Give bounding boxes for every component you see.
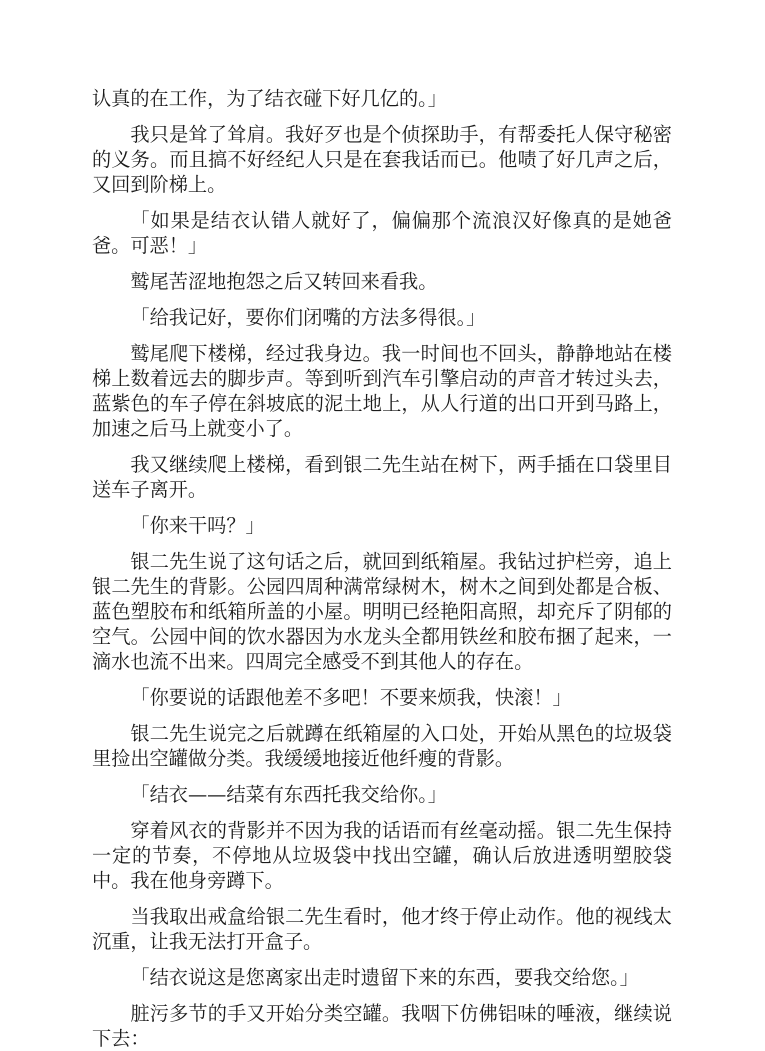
paragraph-4: 鹫尾苦涩地抱怨之后又转回来看我。 bbox=[130, 270, 438, 293]
document-page bbox=[92, 86, 672, 1051]
paragraph-2: 我只是耸了耸肩。我好歹也是个侦探助手，有帮委托人保守秘密的义务。而且搞不好经纪人只是在套我话而已。他啧了好几声之后，又回到阶梯上。 bbox=[92, 123, 672, 196]
paragraph-8: 「你来干吗？」 bbox=[130, 514, 265, 537]
paragraph-10: 「你要说的话跟他差不多吧！不要来烦我，快滚！」 bbox=[130, 686, 572, 709]
paragraph-9: 银二先生说了这句话之后，就回到纸箱屋。我钻过护栏旁，追上银二先生的背影。公园四周种满常绿树木，树木之间到处都是合板、蓝色塑胶布和纸箱所盖的小屋。明明已经艳阳高照，却充斥了阴郁的空气。公园中间的饮水器因为水龙头全都用铁丝和胶布捆了起来，一滴水也流不出来。四周完全感受不到其他人的存在。 bbox=[92, 550, 672, 673]
paragraph-15: 「结衣说这是您离家出走时遗留下来的东西，要我交给您。」 bbox=[130, 966, 639, 989]
paragraph-11: 银二先生说完之后就蹲在纸箱屋的入口处，开始从黑色的垃圾袋里捡出空罐做分类。我缓缓地接近他纤瘦的背影。 bbox=[92, 722, 672, 770]
paragraph-3: 「如果是结衣认错人就好了，偏偏那个流浪汉好像真的是她爸爸。可恶！」 bbox=[92, 209, 672, 257]
paragraph-14: 当我取出戒盒给银二先生看时，他才终于停止动作。他的视线太沉重，让我无法打开盒子。 bbox=[92, 905, 672, 953]
paragraph-1: 认真的在工作，为了结衣碰下好几亿的。」 bbox=[92, 87, 447, 110]
paragraph-5: 「给我记好，要你们闭嘴的方法多得很。」 bbox=[130, 306, 486, 329]
paragraph-6: 鹫尾爬下楼梯，经过我身边。我一时间也不回头，静静地站在楼梯上数着远去的脚步声。等到听到汽车引擎启动的声音才转过头去，蓝紫色的车子停在斜坡底的泥土地上，从人行道的出口开到马路上，加速之后马上就变小了。 bbox=[92, 342, 672, 440]
paragraph-16: 脏污多节的手又开始分类空罐。我咽下仿佛铝味的唾液，继续说下去： bbox=[92, 1002, 672, 1050]
paragraph-7: 我又继续爬上楼梯，看到银二先生站在树下，两手插在口袋里目送车子离开。 bbox=[92, 453, 672, 501]
paragraph-12: 「结衣——结菜有东西托我交给你。」 bbox=[130, 783, 447, 806]
paragraph-13: 穿着风衣的背影并不因为我的话语而有丝毫动摇。银二先生保持一定的节奏，不停地从垃圾袋中找出空罐，确认后放进透明塑胶袋中。我在他身旁蹲下。 bbox=[92, 819, 672, 892]
